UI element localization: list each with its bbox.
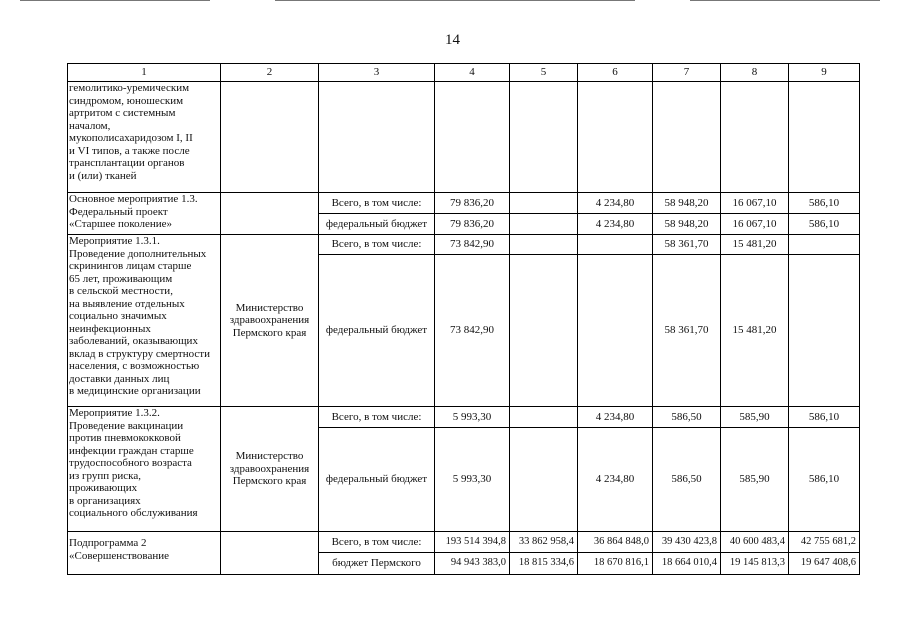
fund-label: Всего, в том числе: [319, 193, 435, 214]
value-cell: 586,10 [789, 428, 860, 532]
value-cell: 586,10 [789, 214, 860, 235]
header-cell: 9 [789, 64, 860, 82]
header-cell: 7 [653, 64, 721, 82]
value-cell: 16 067,10 [721, 214, 789, 235]
value-cell [510, 407, 578, 428]
value-cell: 79 836,20 [435, 193, 510, 214]
header-cell: 6 [578, 64, 653, 82]
value-cell: 4 234,80 [578, 193, 653, 214]
header-cell: 4 [435, 64, 510, 82]
value-cell: 40 600 483,4 [721, 532, 789, 553]
value-cell: 18 815 334,6 [510, 553, 578, 575]
value-cell: 94 943 383,0 [435, 553, 510, 575]
value-cell: 585,90 [721, 428, 789, 532]
value-cell: 586,50 [653, 428, 721, 532]
table-row-continuation [68, 82, 860, 193]
executor: Министерство здравоохранения Пермского края [221, 407, 319, 532]
fund-label: федеральный бюджет [319, 428, 435, 532]
value-cell [510, 235, 578, 255]
value-cell [510, 214, 578, 235]
value-cell: 18 664 010,4 [653, 553, 721, 575]
value-cell: 4 234,80 [578, 214, 653, 235]
value-cell: 73 842,90 [435, 235, 510, 255]
top-rule-right [690, 0, 880, 1]
header-cell: 1 [68, 64, 221, 82]
table-row [68, 407, 860, 428]
fund-label: Всего, в том числе: [319, 532, 435, 553]
executor [221, 193, 319, 235]
value-cell: 18 670 816,1 [578, 553, 653, 575]
value-cell: 79 836,20 [435, 214, 510, 235]
value-cell: 16 067,10 [721, 193, 789, 214]
value-cell [510, 428, 578, 532]
value-cell [789, 255, 860, 407]
value-cell: 586,10 [789, 193, 860, 214]
event-name: Мероприятие 1.3.1. Проведение дополнительных скринингов лицам старше 65 лет, проживающим в сельской местности, на выявление отдельных социально значимых неинфекционных заболеваний, оказывающих вклад в структуру смертности населения, с возможностью доставки данных лиц в медицинские организации [68, 235, 221, 407]
header-row [68, 64, 860, 82]
fund-label: федеральный бюджет [319, 255, 435, 407]
value-cell [578, 235, 653, 255]
value-cell: 36 864 848,0 [578, 532, 653, 553]
table-row [68, 532, 860, 553]
executor: Министерство здравоохранения Пермского края [221, 235, 319, 407]
value-cell [510, 255, 578, 407]
value-cell: 33 862 958,4 [510, 532, 578, 553]
value-cell [578, 255, 653, 407]
fund-label: Всего, в том числе: [319, 407, 435, 428]
value-cell: 586,10 [789, 407, 860, 428]
value-cell: 15 481,20 [721, 235, 789, 255]
value-cell: 19 647 408,6 [789, 553, 860, 575]
value-cell: 585,90 [721, 407, 789, 428]
page-number: 14 [445, 32, 460, 48]
fund-label: федеральный бюджет [319, 214, 435, 235]
table-row [68, 193, 860, 214]
fund-label: Всего, в том числе: [319, 235, 435, 255]
header-cell: 3 [319, 64, 435, 82]
value-cell: 58 361,70 [653, 255, 721, 407]
value-cell: 5 993,30 [435, 407, 510, 428]
header-cell: 5 [510, 64, 578, 82]
budget-table [67, 63, 860, 575]
value-cell: 58 948,20 [653, 193, 721, 214]
value-cell: 39 430 423,8 [653, 532, 721, 553]
event-name: Подпрограмма 2 «Совершенствование [68, 532, 221, 575]
value-cell: 15 481,20 [721, 255, 789, 407]
event-name: Основное мероприятие 1.3. Федеральный проект «Старшее поколение» [68, 193, 221, 235]
event-name: Мероприятие 1.3.2. Проведение вакцинации против пневмококковой инфекции граждан старше трудоспособного возраста из групп риска, проживающих в организациях социального обслуживания [68, 407, 221, 532]
table-row [68, 235, 860, 255]
executor [221, 532, 319, 575]
value-cell: 4 234,80 [578, 407, 653, 428]
value-cell: 73 842,90 [435, 255, 510, 407]
value-cell: 193 514 394,8 [435, 532, 510, 553]
fund-label: бюджет Пермского [319, 553, 435, 575]
value-cell: 586,50 [653, 407, 721, 428]
value-cell [510, 193, 578, 214]
header-cell: 2 [221, 64, 319, 82]
value-cell: 58 948,20 [653, 214, 721, 235]
value-cell: 42 755 681,2 [789, 532, 860, 553]
value-cell: 19 145 813,3 [721, 553, 789, 575]
value-cell: 58 361,70 [653, 235, 721, 255]
value-cell [789, 235, 860, 255]
value-cell: 5 993,30 [435, 428, 510, 532]
top-rule-left [20, 0, 210, 1]
continuation-text: гемолитико-уремическим синдромом, юношеским артритом с системным началом, мукополисахаридозом I, II и VI типов, а также после трансплантации органов и (или) тканей [68, 82, 221, 193]
value-cell: 4 234,80 [578, 428, 653, 532]
header-cell: 8 [721, 64, 789, 82]
top-rule-center [275, 0, 635, 1]
